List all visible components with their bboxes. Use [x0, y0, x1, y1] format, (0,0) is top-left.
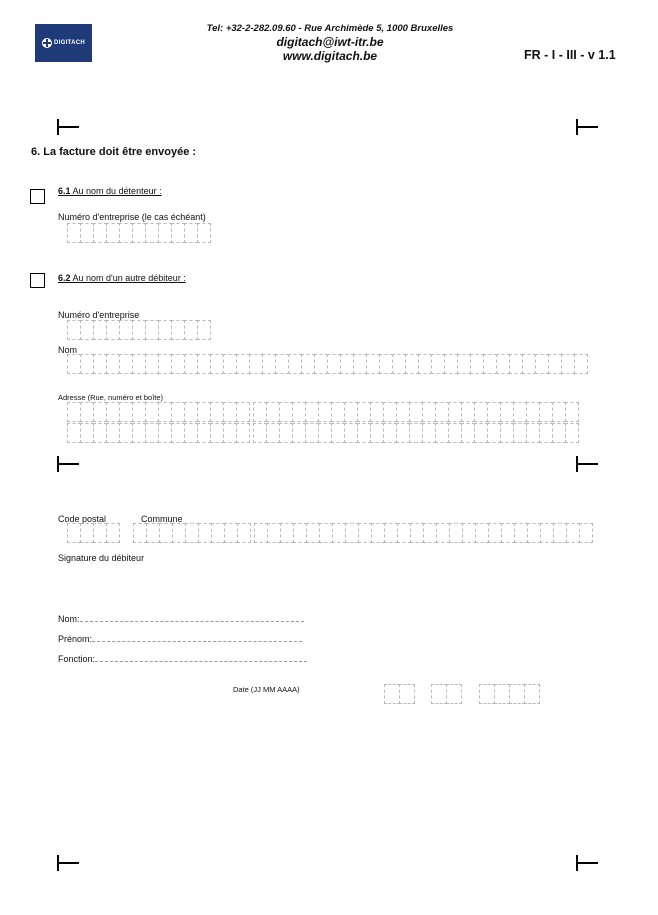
- debtor-address-line1-field[interactable]: [67, 402, 578, 422]
- city-label: Commune: [141, 514, 183, 524]
- section-title: 6. La facture doit être envoyée :: [31, 146, 197, 158]
- signatory-name-row[interactable]: [58, 613, 304, 624]
- date-month-field[interactable]: [431, 684, 461, 704]
- signatory-function-line[interactable]: [95, 653, 307, 662]
- holder-company-number-label: Numéro d'entreprise (le cas échéant): [58, 212, 206, 222]
- signatory-function-row[interactable]: [58, 653, 307, 664]
- alignment-mark-icon: [576, 456, 598, 472]
- signatory-firstname-line[interactable]: [92, 633, 302, 642]
- postal-code-field[interactable]: [67, 523, 119, 543]
- date-label: Date (JJ MM AAAA): [233, 685, 300, 694]
- alignment-mark-icon: [576, 119, 598, 135]
- option-holder-label: 6.1 Au nom du détenteur :: [58, 186, 162, 196]
- debtor-address-label: Adresse (Rue, numéro et boîte): [58, 393, 164, 402]
- alignment-mark-icon: [57, 119, 79, 135]
- signatory-name-line[interactable]: [80, 613, 304, 622]
- debtor-address-line2-field[interactable]: [67, 423, 578, 443]
- email-address: digitach@iwt-itr.be: [276, 35, 384, 49]
- signature-label: Signature du débiteur: [58, 553, 145, 563]
- alignment-mark-icon: [576, 855, 598, 871]
- website: www.digitach.be: [282, 49, 378, 63]
- option-holder-checkbox[interactable]: [30, 189, 45, 204]
- city-field[interactable]: [133, 523, 592, 543]
- logo-text: DIGITACH: [54, 40, 85, 46]
- debtor-name-field[interactable]: [67, 354, 587, 374]
- signatory-function-label: Fonction:: [58, 654, 96, 664]
- signatory-name-label: Nom:: [58, 614, 80, 624]
- signatory-firstname-label: Prénom:: [58, 634, 93, 644]
- alignment-mark-icon: [57, 855, 79, 871]
- holder-company-number-field[interactable]: [67, 223, 210, 243]
- alignment-mark-icon: [57, 456, 79, 472]
- form-version: FR - I - III - v 1.1: [524, 48, 616, 62]
- date-day-field[interactable]: [384, 684, 414, 704]
- postal-code-label: Code postal: [58, 514, 107, 524]
- contact-line: Tel: +32-2-282.09.60 - Rue Archimède 5, 1000 Bruxelles: [206, 23, 454, 34]
- debtor-company-number-label: Numéro d'entreprise: [58, 310, 140, 320]
- debtor-company-number-field[interactable]: [67, 320, 210, 340]
- date-year-field[interactable]: [479, 684, 539, 704]
- option-other-debtor-label: 6.2 Au nom d'un autre débiteur :: [58, 273, 186, 283]
- option-other-debtor-checkbox[interactable]: [30, 273, 45, 288]
- digitach-logo: [35, 24, 92, 62]
- signatory-firstname-row[interactable]: [58, 633, 302, 644]
- logo-icon: [42, 38, 52, 48]
- debtor-name-label: Nom: [58, 345, 78, 355]
